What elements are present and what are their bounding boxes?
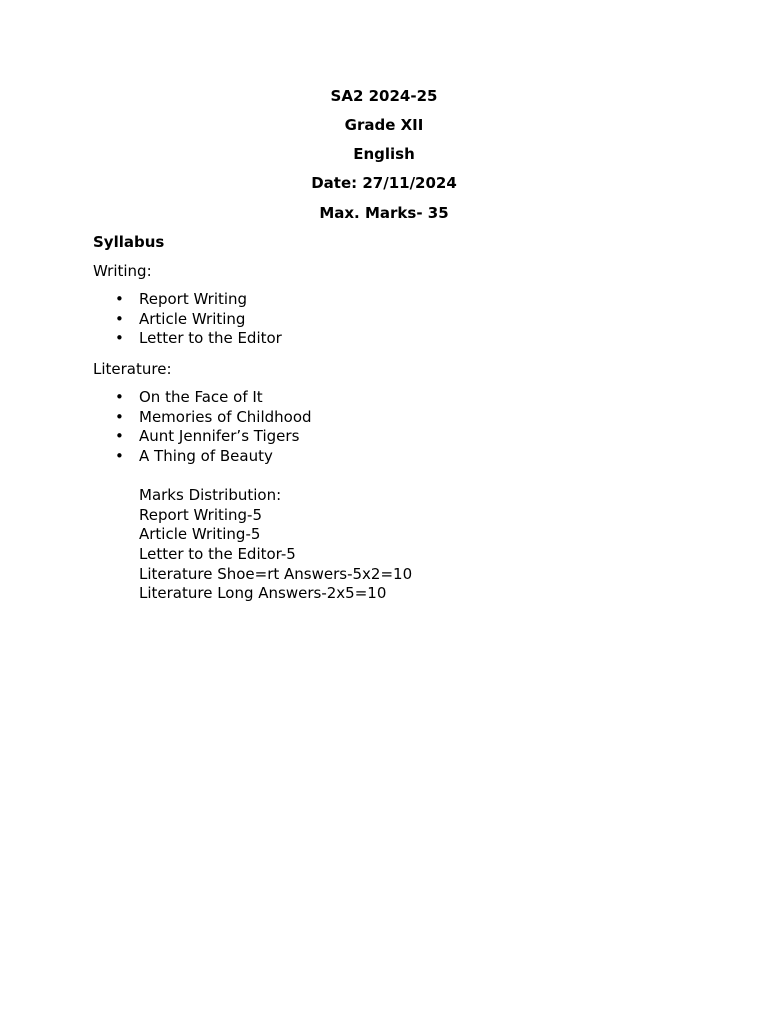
list-item [0, 290, 282, 310]
marks-line: Letter to the Editor-5 [139, 544, 296, 563]
list-item-text: Report Writing [139, 290, 248, 308]
list-item [0, 388, 312, 408]
subject-label: English [353, 145, 415, 163]
marks-line: Article Writing-5 [139, 525, 261, 544]
list-item [0, 447, 312, 467]
list-item [0, 408, 312, 428]
marks-line: Literature Long Answers-2x5=10 [139, 584, 387, 603]
list-item-text: Memories of Childhood [139, 407, 312, 426]
syllabus-heading: Syllabus [93, 233, 165, 251]
bullet-icon: • [115, 407, 124, 426]
literature-list [0, 388, 312, 467]
bullet-icon: • [115, 309, 124, 328]
marks-line: Report Writing-5 [139, 505, 263, 524]
exam-title: SA2 2024-25 [330, 87, 438, 105]
list-item-text: Aunt Jennifer’s Tigers [139, 427, 300, 446]
list-item [0, 329, 282, 349]
bullet-icon: • [115, 388, 124, 406]
writing-label: Writing: [93, 262, 152, 280]
bullet-icon: • [115, 427, 124, 446]
list-item-text: Article Writing [139, 309, 246, 328]
literature-label: Literature: [93, 360, 172, 378]
bullet-icon: • [115, 290, 124, 308]
max-marks: Max. Marks- 35 [319, 204, 449, 222]
list-item-text: On the Face of It [139, 388, 263, 406]
bullet-icon: • [115, 329, 124, 348]
bullet-icon: • [115, 446, 124, 465]
list-item-text: A Thing of Beauty [139, 446, 273, 465]
list-item-text: Letter to the Editor [139, 329, 282, 348]
list-item [0, 310, 282, 330]
marks-distribution [139, 486, 412, 604]
writing-list [0, 290, 282, 349]
marks-line: Literature Shoe=rt Answers-5x2=10 [139, 564, 413, 583]
grade-label: Grade XII [344, 116, 424, 134]
list-item [0, 427, 312, 447]
exam-date: Date: 27/11/2024 [311, 174, 457, 192]
marks-distribution-heading: Marks Distribution: [139, 486, 282, 504]
